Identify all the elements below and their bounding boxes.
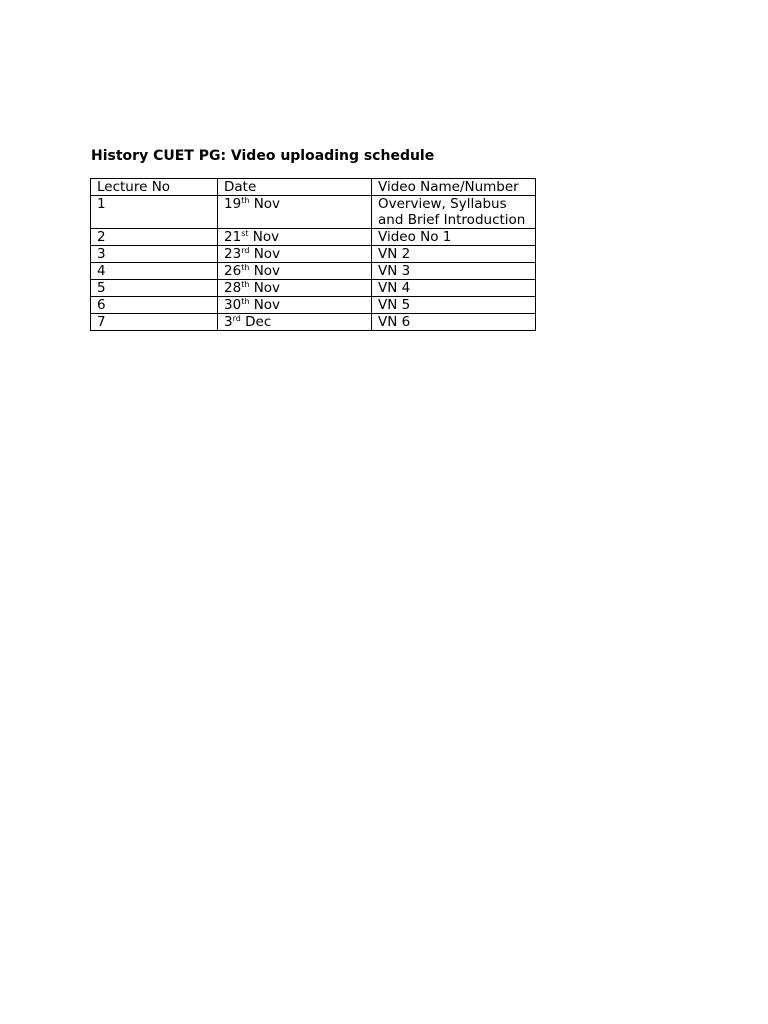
table-row (91, 314, 536, 331)
lecture-number-cell: 1 (91, 196, 218, 229)
date-month: Nov (249, 280, 281, 296)
header-video-name: Video Name/Number (372, 179, 536, 196)
date-cell (218, 314, 372, 331)
date-cell (218, 263, 372, 280)
table-row (91, 263, 536, 280)
schedule-table (90, 178, 536, 331)
date-ordinal-suffix: rd (241, 246, 250, 255)
video-name-line: VN 6 (378, 314, 411, 330)
date-cell (218, 229, 372, 246)
lecture-number-cell: 4 (91, 263, 218, 280)
table-row (91, 229, 536, 246)
video-name-line: VN 4 (378, 280, 411, 296)
table-row (91, 297, 536, 314)
table-row (91, 196, 536, 229)
table-row (91, 280, 536, 297)
lecture-number-cell: 6 (91, 297, 218, 314)
date-cell (218, 196, 372, 229)
header-date: Date (218, 179, 372, 196)
lecture-number-cell: 7 (91, 314, 218, 331)
video-name-cell (372, 314, 536, 331)
date-day: 28 (224, 280, 242, 296)
video-name-cell (372, 280, 536, 297)
video-name-line: Video No 1 (378, 229, 452, 245)
date-month: Nov (248, 229, 280, 245)
table-header-row (91, 179, 536, 196)
video-name-line: Overview, Syllabus (378, 196, 507, 212)
video-name-cell (372, 196, 536, 229)
date-ordinal-suffix: th (241, 196, 250, 205)
date-day: 21 (224, 229, 242, 245)
video-name-line: VN 3 (378, 263, 411, 279)
table-row (91, 246, 536, 263)
date-month: Nov (249, 297, 281, 313)
video-name-line: and Brief Introduction (378, 212, 526, 228)
date-day: 23 (224, 246, 242, 262)
date-day: 30 (224, 297, 242, 313)
date-day: 3 (224, 314, 233, 330)
video-name-cell (372, 263, 536, 280)
header-lecture-no: Lecture No (91, 179, 218, 196)
video-name-cell (372, 297, 536, 314)
date-cell (218, 246, 372, 263)
date-month: Nov (249, 263, 281, 279)
date-ordinal-suffix: th (241, 280, 250, 289)
lecture-number-cell: 5 (91, 280, 218, 297)
video-name-cell (372, 246, 536, 263)
video-name-cell (372, 229, 536, 246)
date-ordinal-suffix: th (241, 297, 250, 306)
date-month: Dec (240, 314, 272, 330)
lecture-number-cell: 3 (91, 246, 218, 263)
date-ordinal-suffix: th (241, 263, 250, 272)
date-cell (218, 297, 372, 314)
lecture-number-cell: 2 (91, 229, 218, 246)
date-month: Nov (249, 246, 281, 262)
date-day: 26 (224, 263, 242, 279)
date-cell (218, 280, 372, 297)
document-title: History CUET PG: Video uploading schedule (91, 148, 435, 164)
date-ordinal-suffix: rd (232, 314, 241, 323)
schedule-table-body (91, 179, 536, 331)
video-name-line: VN 5 (378, 297, 411, 313)
date-ordinal-suffix: st (241, 229, 249, 238)
date-month: Nov (249, 196, 281, 212)
date-day: 19 (224, 196, 242, 212)
video-name-line: VN 2 (378, 246, 411, 262)
